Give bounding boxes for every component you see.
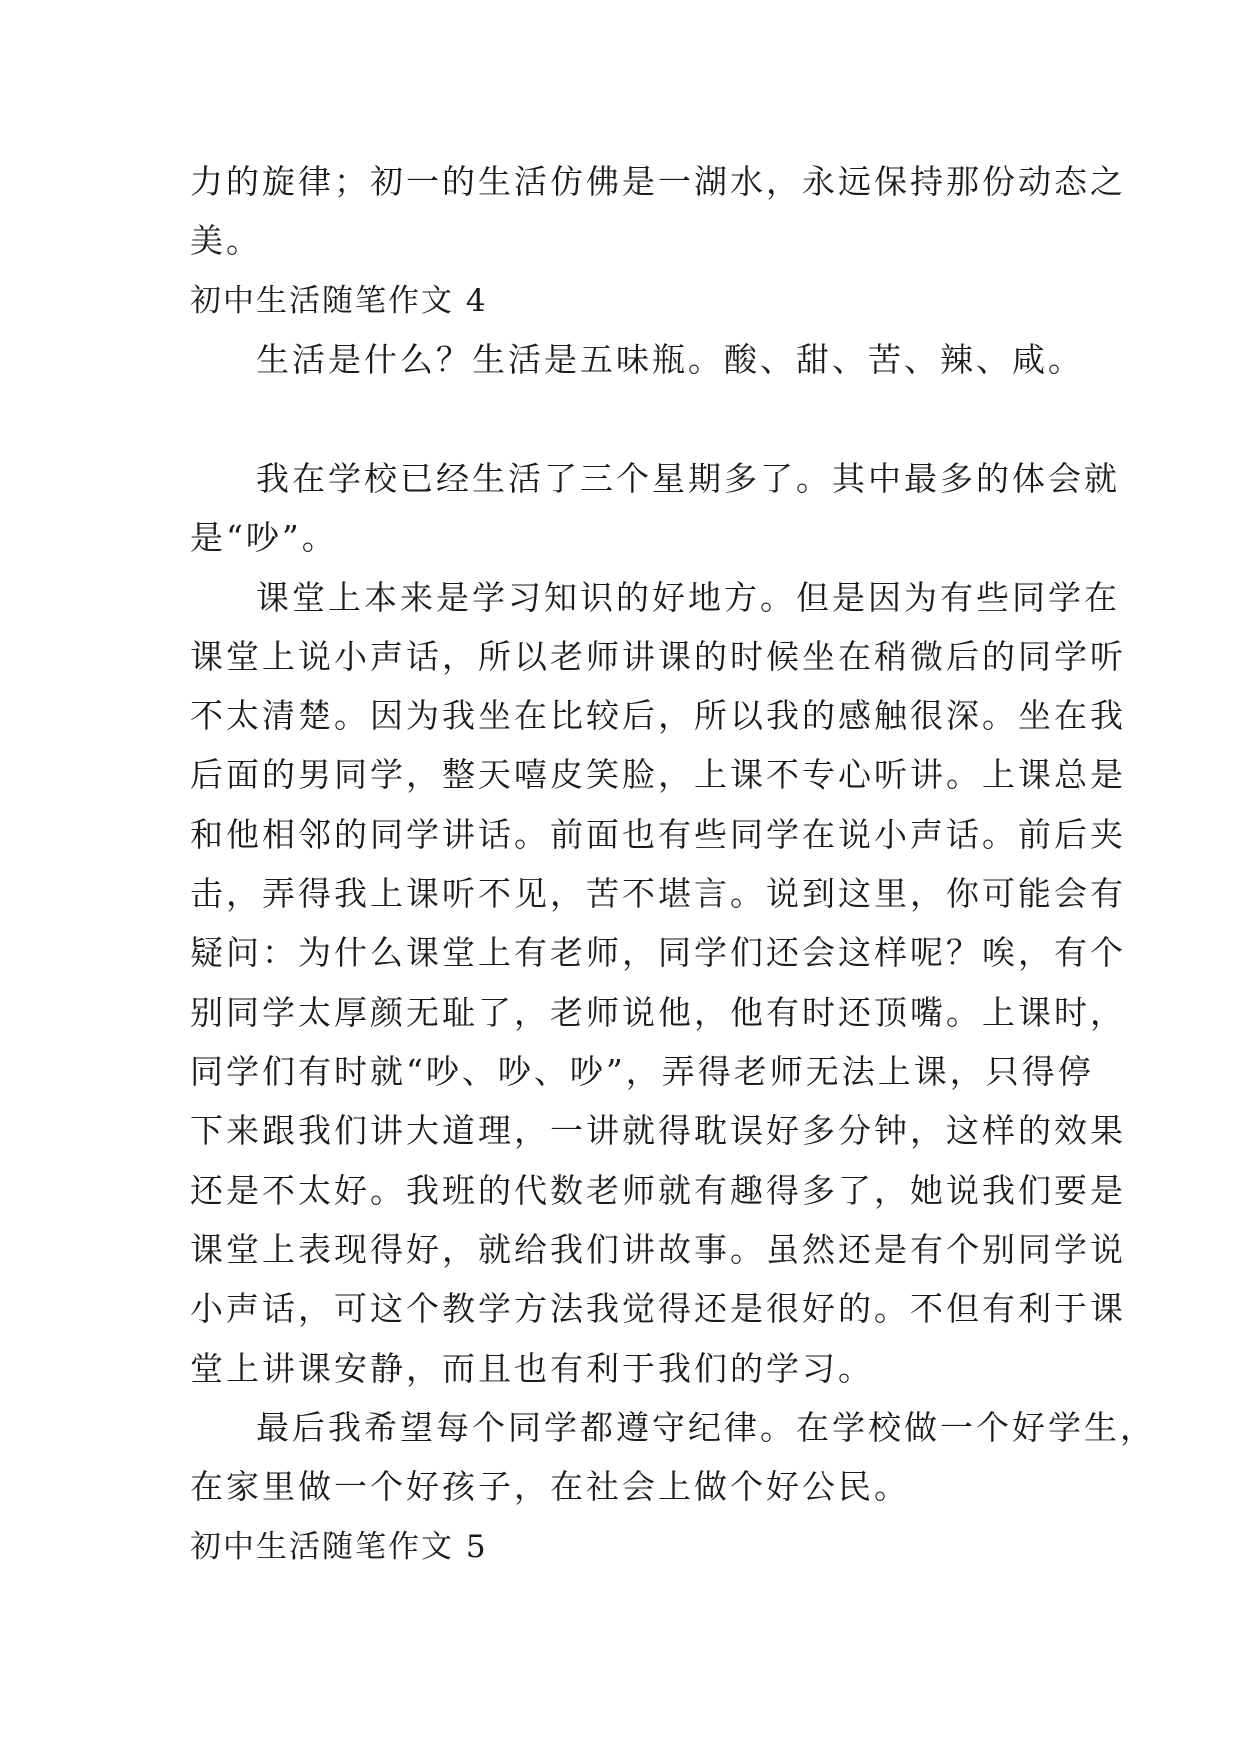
body-text-line: 小声话，可这个教学方法我觉得还是很好的。不但有利于课 — [190, 1289, 1126, 1328]
body-text-line: 不太清楚。因为我坐在比较后，所以我的感触很深。坐在我 — [190, 696, 1126, 735]
body-text-line: 力的旋律；初一的生活仿佛是一湖水，永远保持那份动态之 — [190, 162, 1126, 201]
body-text-line: 是“吵”。 — [190, 518, 338, 557]
body-text-line: 同学们有时就“吵、吵、吵”，弄得老师无法上课，只得停 — [190, 1052, 1094, 1091]
body-text-line: 击，弄得我上课听不见，苦不堪言。说到这里，你可能会有 — [190, 874, 1126, 913]
body-text-line: 还是不太好。我班的代数老师就有趣得多了，她说我们要是 — [190, 1171, 1126, 1210]
section-heading: 初中生活随笔作文 4 — [190, 283, 488, 319]
body-text-line: 别同学太厚颜无耻了，老师说他，他有时还顶嘴。上课时， — [190, 993, 1126, 1032]
body-text-line: 在家里做一个好孩子，在社会上做个好公民。 — [190, 1467, 910, 1506]
body-text-line: 堂上讲课安静，而且也有利于我们的学习。 — [190, 1349, 874, 1388]
body-text-line: 课堂上表现得好，就给我们讲故事。虽然还是有个别同学说 — [190, 1230, 1126, 1269]
section-heading: 初中生活随笔作文 5 — [190, 1529, 488, 1565]
body-text-line: 课堂上本来是学习知识的好地方。但是因为有些同学在 — [256, 578, 1120, 617]
body-text-line: 我在学校已经生活了三个星期多了。其中最多的体会就 — [256, 459, 1120, 498]
body-text-line: 和他相邻的同学讲话。前面也有些同学在说小声话。前后夹 — [190, 815, 1126, 854]
body-text-line: 疑问：为什么课堂上有老师，同学们还会这样呢？唉，有个 — [190, 933, 1126, 972]
body-text-line: 生活是什么？生活是五味瓶。酸、甜、苦、辣、咸。 — [256, 340, 1084, 379]
body-text-line: 后面的男同学，整天嘻皮笑脸，上课不专心听讲。上课总是 — [190, 755, 1126, 794]
body-text-line: 最后我希望每个同学都遵守纪律。在学校做一个好学生， — [256, 1408, 1156, 1447]
body-text-line: 美。 — [190, 221, 262, 260]
body-text-line: 下来跟我们讲大道理，一讲就得耽误好多分钟，这样的效果 — [190, 1111, 1126, 1150]
body-text-line: 课堂上说小声话，所以老师讲课的时候坐在稍微后的同学听 — [190, 637, 1126, 676]
